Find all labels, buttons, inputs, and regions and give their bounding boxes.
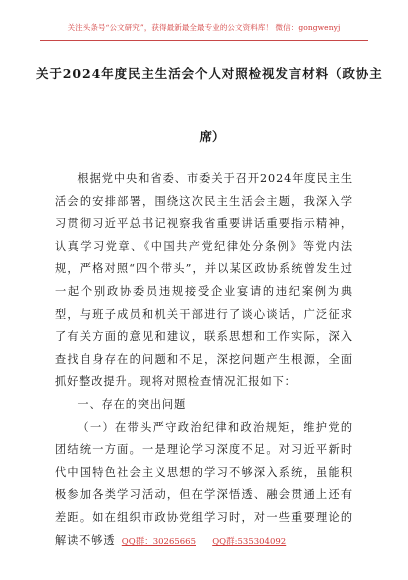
document-title-line-2: 席） xyxy=(199,129,225,144)
section-heading: 一、存在的突出问题 xyxy=(77,397,187,411)
document-body xyxy=(55,168,353,552)
footer-qq-group-2: QQ群:535304092 xyxy=(212,537,287,547)
header-divider xyxy=(40,40,368,41)
document-title-line-1: 关于2024年度民主生活会个人对照检视发言材料（政协主 xyxy=(36,66,383,81)
footer xyxy=(0,535,408,547)
header-banner: 关注头条号“公文研究”，获得最新最全最专业的公文资料库！ 微信：gongwenyj xyxy=(67,23,341,32)
body-paragraph-2: （一）在带头严守政治纪律和政治规矩，维护党的团结统一方面。一是理论学习深度不足。对习近平新时代中国特色社会主义思想的学习不够深入系统，虽能积极参加各类学习活动，但在学深悟透、融会贯通上还有差距。如在组织市政协党组学习时，对一些重要理论的解读不够透 xyxy=(55,420,353,547)
body-paragraph-1: 根据党中央和省委、市委关于召开2024年度民主生活会的安排部署，围绕这次民主生活会主题，我深入学习贯彻习近平总书记视察我省重要讲话重要指示精神，认真学习党章、《中国共产党纪律处分条例》等党内法规，严格对照“四个带头”，并以某区政协系统曾发生过一起个别政协委员违规接受企业宴请的违纪案例为典型，与班子成员和机关干部进行了谈心谈话，广泛征求了有关方面的意见和建议，联系思想和工作实际，深入查找自身存在的问题和不足，深挖问题产生根源，全面抓好整改提升。现将对照检查情况汇报如下： xyxy=(55,172,353,389)
footer-qq-group-1: QQ群：30265665 xyxy=(121,537,196,547)
